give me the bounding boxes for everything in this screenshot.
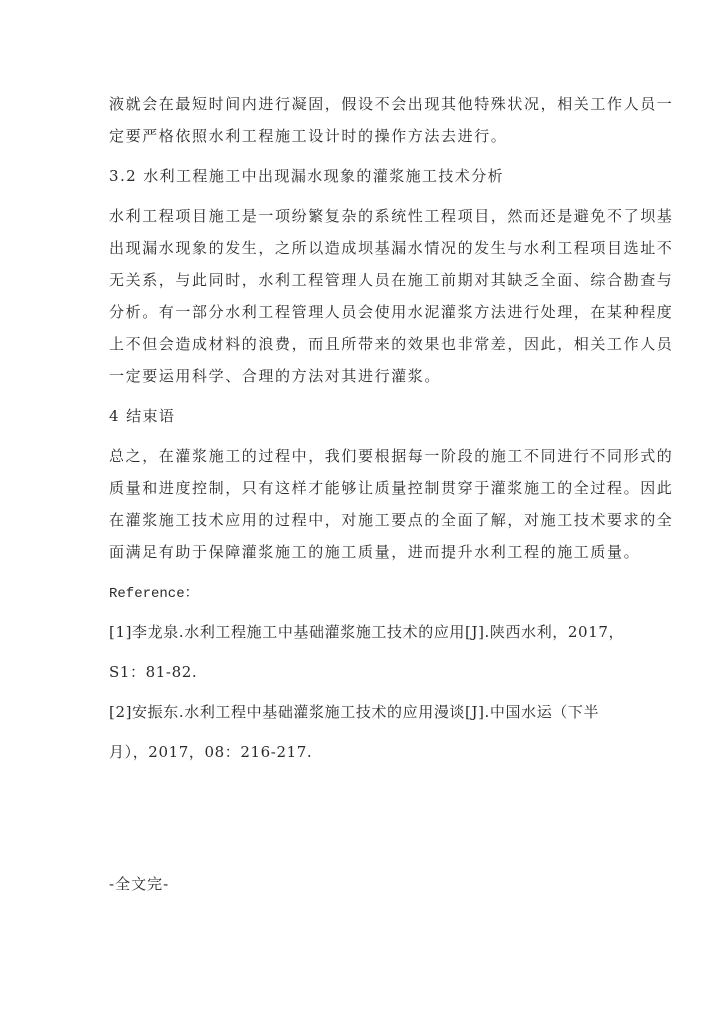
document-body (109, 88, 674, 768)
paragraph-line: 一定要运用科学、合理的方法对其进行灌浆。 (109, 367, 442, 385)
paragraph-line: 面满足有助于保障灌浆施工的施工质量，进而提升水利工程的施工质量。 (109, 543, 641, 561)
references-label: Reference： (109, 586, 199, 602)
section-3-2-paragraph (109, 200, 674, 392)
references-heading (109, 576, 609, 608)
reference-item-1 (109, 616, 625, 688)
reference-line: [2]安振东.水利工程中基础灌浆施工技术的应用漫谈[J].中国水运（下半 (109, 703, 600, 721)
reference-line: [1]李龙泉.水利工程施工中基础灌浆施工技术的应用[J].陕西水利，2017， (109, 623, 625, 641)
continuation-paragraph (109, 88, 674, 152)
paragraph-line: 分析。有一部分水利工程管理人员会使用水泥灌浆方法进行处理，在某种程度 (109, 303, 674, 321)
paragraph-line: 质量和进度控制，只有这样才能够让质量控制贯穿于灌浆施工的全过程。因此 (109, 479, 674, 497)
reference-line: 月），2017，08：216-217. (109, 743, 313, 761)
reference-item-2 (109, 696, 609, 768)
paragraph-line: 总之，在灌浆施工的过程中，我们要根据每一阶段的施工不同进行不同形式的 (109, 447, 674, 465)
paragraph-line: 无关系，与此同时，水利工程管理人员在施工前期对其缺乏全面、综合勘查与 (109, 271, 674, 289)
paragraph-line: 液就会在最短时间内进行凝固，假设不会出现其他特殊状况，相关工作人员一 (109, 95, 674, 113)
paragraph-line: 在灌浆施工技术应用的过程中，对施工要点的全面了解，对施工技术要求的全 (109, 511, 674, 529)
reference-line: S1：81-82. (109, 663, 198, 681)
section-heading-3-2: 3.2 水利工程施工中出现漏水现象的灌浆施工技术分析 (109, 167, 505, 185)
end-of-document-mark: -全文完- (109, 875, 170, 893)
section-4-paragraph (109, 440, 674, 568)
paragraph-line: 定要严格依照水利工程施工设计时的操作方法去进行。 (109, 127, 508, 145)
section-heading-4: 4 结束语 (109, 407, 176, 425)
paragraph-line: 上不但会造成材料的浪费，而且所带来的效果也非常差，因此，相关工作人员 (109, 335, 674, 353)
paragraph-line: 水利工程项目施工是一项纷繁复杂的系统性工程项目，然而还是避免不了坝基 (109, 207, 674, 225)
paragraph-line: 出现漏水现象的发生，之所以造成坝基漏水情况的发生与水利工程项目选址不 (109, 239, 674, 257)
